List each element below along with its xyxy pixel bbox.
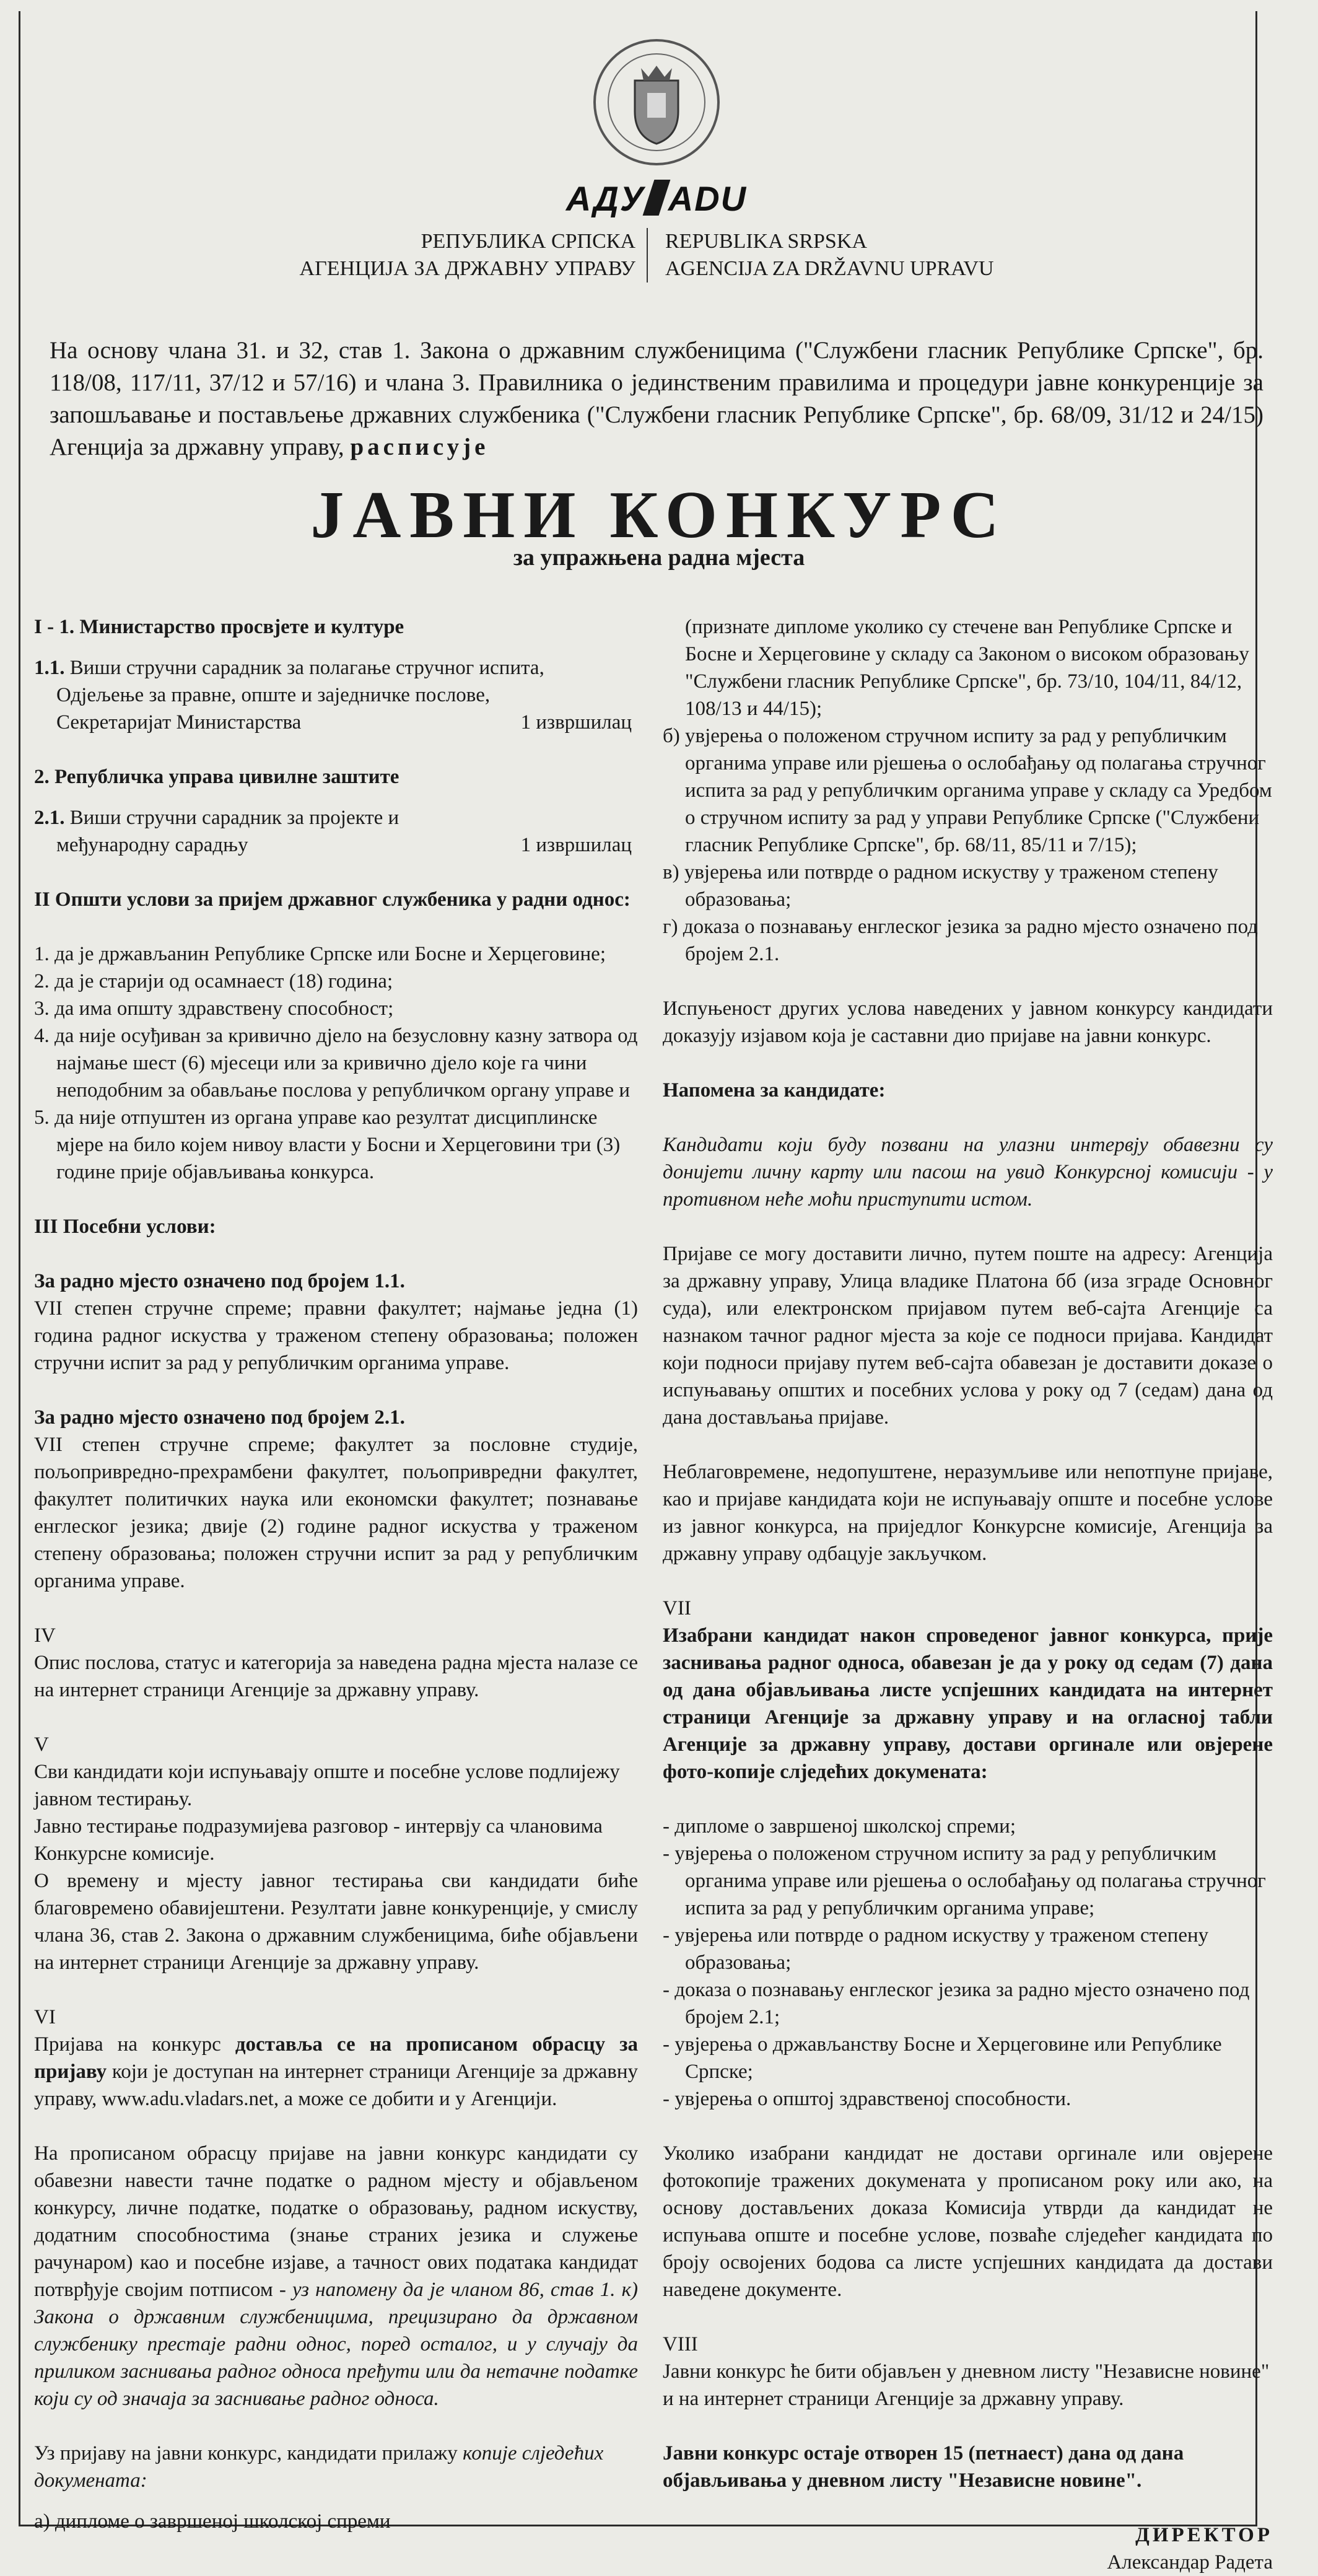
section-ministry-heading: I - 1. Министарство просвјете и културе [34, 616, 404, 638]
open-period-text: Јавни конкурс остаје отворен 15 (петнаест) дана од дана објављивања у дневном листу "Независне новине". [663, 2442, 1184, 2492]
special-2-1-text: VII степен стручне спреме; факултет за пословне студије, пољопривредно-прехрамбени факултет, пољопривредни факултет, факултет политичких наука или економски факултет; познавање енглеског језика; двије (2) године радног искуства у траженом степену образовања; положен стручни испит за рад у републичким органима управе. [34, 1434, 638, 1592]
section-civil-protection-heading: 2. Републичка управа цивилне заштите [34, 766, 399, 788]
header-latin: REPUBLIKA SRPSKA AGENCIJA ZA DRŽAVNU UPRAVU [665, 230, 994, 280]
vii-document-item: - дипломе о завршеној школској спреми; [663, 1815, 1016, 1838]
section-iv-heading: IV [34, 1624, 56, 1647]
vii-document-item: - увјерења о држављанству Босне и Херцеговине или Републике Српске; [663, 2033, 1222, 2083]
section-vii-heading: VII [663, 1597, 691, 1619]
special-2-1-heading: За радно мјесто означено под бројем 2.1. [34, 1406, 405, 1429]
director-name: Александар Радета [1107, 2551, 1273, 2574]
adu-logo: АДУ ADU [565, 179, 748, 218]
note-text: Кандидати који буду позвани на улазни интервју обавезни су донијети личну карту или пасош на увид Конкурсној комисији - у противном неће моћи приступити истом. [663, 1134, 1273, 1211]
coat-of-arms-icon [591, 37, 722, 167]
page-title: ЈАВНИ КОНКУРС [310, 478, 1008, 552]
document-item-d: г) доказа о познавању енглеског језика за радно мјесто означено под бројем 2.1. [663, 916, 1258, 965]
submission-text: Пријаве се могу доставити лично, путем поште на адресу: Агенција за државну управу, Улица владике Платона бб (иза зграде Основног суда), или електронском пријавом путем веб-сајта Агенције са назнаком тачног радног мјеста за које се подноси пријава. Кандидат који подноси пријаву путем веб-сајта обавезан је доставити доказе о испуњавању општих и посебних услова у року од 7 (седам) дана од дана достављања пријаве. [663, 1243, 1273, 1429]
left-column [34, 613, 638, 2535]
rejection-text: Неблаговремене, недопуштене, неразумљиве или непотпуне пријаве, као и пријаве кандидата који не испуњавају опште и посебне услове из јавног конкурса, на приједлог Конкурсне комисије, Агенција за државну управу одбацује закључком. [663, 1461, 1273, 1565]
vii-document-item: - увјерења о положеном стручном испиту за рад у републичким органима управе или рјешења о ослобађању од полагања стручног испита за рад у републичким органима управе; [663, 1842, 1266, 1919]
signature-block [663, 2521, 1273, 2576]
section-vi-text: Пријава на конкурс доставља се на прописаном обрасцу за пријаву који је доступан на интернет страници Агенције за државну управу, www.adu.vladars.net, а може се добити и у Агенцији. [34, 2033, 639, 2110]
special-1-1-text: VII степен стручне спреме; правни факултет; најмање једна (1) година радног искуства у траженом степену образовања; положен стручни испит за рад у републичким органима управе. [34, 1297, 638, 1374]
general-conditions-heading: II Општи услови за пријем државног службеника у радни однос: [34, 888, 631, 911]
director-title: ДИРЕКТОР [1135, 2524, 1273, 2546]
vii-document-item: - увјерења о општој здравственој способности. [663, 2088, 1071, 2110]
general-condition-item: 5. да није отпуштен из органа управе као резултат дисциплинске мјере на било којем нивоу власти у Босни и Херцеговини три (3) године прије објављивања конкурса. [34, 1106, 621, 1183]
section-iv-text: Опис послова, статус и категорија за наведена радна мјеста налазе се на интернет страници Агенције за државну управу. [34, 1652, 638, 1701]
position-1-1: 1.1. Виши стручни сарадник за полагање стручног испита, [34, 657, 544, 679]
proof-text: Испуњеност других услова наведених у јавном конкурсу кандидати доказују изјавом која је саставни дио пријаве на јавни конкурс. [663, 997, 1273, 1047]
special-conditions-heading: III Посебни услови: [34, 1216, 216, 1238]
vii-document-item: - увјерења или потврде о радном искуству у траженом степену образовања; [663, 1924, 1209, 1974]
failure-text: Уколико изабрани кандидат не достави оргинале или овјерене фотокопије тражених докумената у прописаном року или ако, на основу достављених доказа Комисија утврди да кандидат не испуњава опште и посебне услове, позваће слједећег кандидата по броју освојених бодова са листе успјешних кандидата да достави наведене документе. [663, 2142, 1273, 2301]
section-v-text: Сви кандидати који испуњавају опште и посебне услове подлијежу јавном тестирању. [34, 1761, 620, 1810]
page-subtitle: за упражњена радна мјеста [513, 545, 805, 571]
document-item-a: а) дипломе о завршеној школској спреми [34, 2510, 391, 2533]
section-v-text: Јавно тестирање подразумијева разговор - интервју са члановима Конкурсне комисије. [34, 1815, 603, 1865]
general-condition-item: 4. да није осуђиван за кривично дјело на безусловну казну затвора од најмање шест (6) мјесеци или за кривично дјело које га чини неподобним за обављање послова у републичком органу управе и [34, 1025, 638, 1102]
right-column [663, 613, 1273, 2576]
section-vi-form-text: На прописаном обрасцу пријаве на јавни конкурс кандидати су обавезни навести тачне податке о радном мјесту и објављеном конкурсу, личне податке, податке о образовању, радном искуству, додатним способностима (знање страних језика и служење рачунаром) као и посебне изјаве, а тачност ових података кандидат потврђује својим потписом - уз напомену да је чланом 86, став 1. к) Закона о државним службеницима, прецизирано да државном службенику престаје радни однос, поред осталог, и у случају да приликом заснивања радног односа пређути или да нетачне податке који су од значаја за заснивање радног односа. [34, 2142, 638, 2410]
section-v-heading: V [34, 1733, 49, 1756]
vii-document-item: - доказа о познавању енглеског језика за радно мјесто означено под бројем 2.1; [663, 1979, 1250, 2028]
general-condition-item: 1. да је држављанин Републике Српске или Босне и Херцеговине; [34, 943, 606, 965]
header-cyrillic: РЕПУБЛИКА СРПСКА АГЕНЦИЈА ЗА ДРЖАВНУ УПРАВУ [300, 228, 648, 283]
document-item-a-cont: (признате дипломе уколико су стечене ван Републике Српске и Босне и Херцеговине у складу са Законом о високом образовању "Службени гласник Републике Српске", бр. 73/10, 104/11, 84/12, 108/13 и 44/15); [685, 616, 1249, 720]
document-item-c: в) увјерења или потврде о радном искуству у траженом степену образовања; [663, 861, 1218, 911]
note-heading: Напомена за кандидате: [663, 1079, 886, 1102]
general-condition-item: 3. да има општу здравствену способност; [34, 997, 394, 1020]
position-1-1-dept: Одјељење за правне, опште и заједничке послове, [56, 684, 491, 706]
intro-paragraph: На основу члана 31. и 32, став 1. Закона о државним службеницима ("Службени гласник Републике Српске", бр. 118/08, 117/11, 37/12 и 57/16) и члана 3. Правилника о јединственим правилима и процедури јавне конкуренције за запошљавање и постављење државних службеника ("Службени гласник Републике Српске", бр. 68/09, 31/12 и 24/15) Агенција за државну управу, расписује [50, 337, 1263, 460]
position-2-1: 2.1. Виши стручни сарадник за пројекте и [34, 807, 399, 829]
section-v-text: О времену и мјесту јавног тестирања сви кандидати биће благовремено обавијештени. Резултати јавне конкуренције, у смислу члана 36, став 2. Закона о државним службеницима, биће објављени на интернет страници Агенције за државну управу. [34, 1870, 638, 1974]
document-item-b: б) увјерења о положеном стручном испиту за рад у републичким органима управе или рјешења о ослобађању од полагања стручног испита за рад у републичким органима управе у складу са Уредбом о стручном испиту за рад у управи Републике Српске ("Службени гласник Републике Српске", бр. 68/11, 85/11 и 7/15); [663, 725, 1272, 856]
section-viii-text: Јавни конкурс ће бити објављен у дневном листу "Независне новине" и на интернет страници Агенције за државну управу. [663, 2360, 1270, 2410]
section-vi-heading: VI [34, 2006, 56, 2028]
section-vi-attach-text: Уз пријаву на јавни конкурс, кандидати прилажу копије слједећих докумената: [34, 2442, 604, 2492]
position-2-1-row: међународну сарадњу 1 извршилац [56, 834, 632, 856]
section-viii-heading: VIII [663, 2333, 698, 2355]
general-condition-item: 2. да је старији од осамнаест (18) година; [34, 970, 393, 992]
section-vii-text: Изабрани кандидат након спроведеног јавног конкурса, прије заснивања радног односа, обавезан је да у року од седам (7) дана од дана објављивања листе успјешних кандидата на интернет страници Агенције за државну управу и на огласној табли Агенције за државну управу, достави оргинале или овјерене фото-копије слједећих докумената: [663, 1624, 1273, 1783]
special-1-1-heading: За радно мјесто означено под бројем 1.1. [34, 1270, 405, 1292]
position-1-1-row: Секретаријат Министарства 1 извршилац [56, 711, 632, 734]
